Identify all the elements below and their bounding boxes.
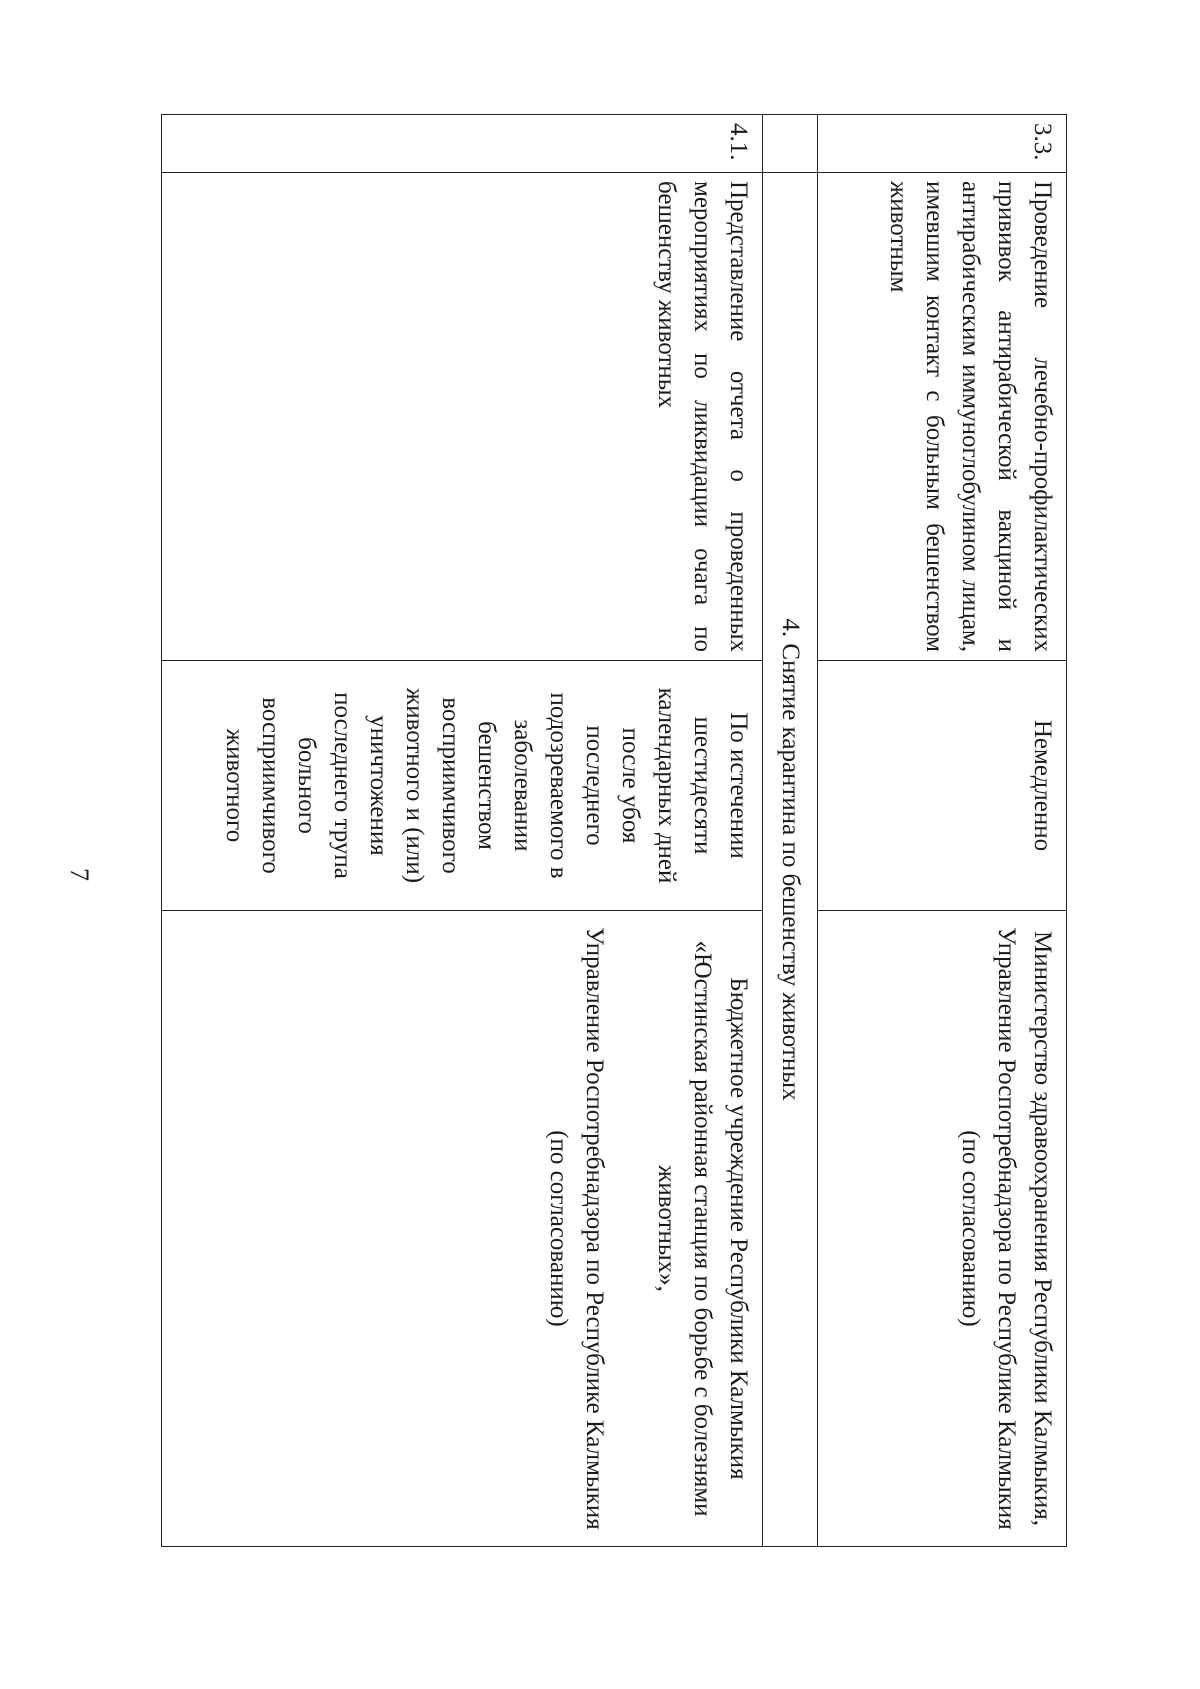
responsible-cell: Министерство здравоохранения Республики Калмыкия, Управление Роспотребнадзора по Республике Калмыкия (по согласованию) [818,911,1067,1547]
responsible-cell [162,911,763,1547]
rotated-table-container [167,114,1067,1546]
responsible-text-2: Управление Роспотребнадзора по Республике Калмыкия (по согласованию) [545,927,608,1530]
paragraph-gap [612,919,648,1538]
section-blank-cell [763,115,818,173]
activity-cell: Проведение лечебно-профилактических прививок антирабической вакциной и антирабическим иммуноглобулином лицам, имевшим контакт с больным бешенством животным [818,173,1067,661]
deadline-cell: По истечении шестидесяти календарных дней после убоя последнего подозреваемого в заболевании бешенством восприимчивого животного и (или) уничтожения последнего трупа больного восприимчивого животного [162,661,763,911]
section-row [763,115,818,1547]
row-number: 4.1. [162,115,763,173]
page-number: 7 [65,868,94,881]
responsible-text-1: Бюджетное учреждение Республики Калмыкия «Юстинская районная станция по борьбе с болезнями животных», [653,940,752,1517]
row-number: 3.3. [818,115,1067,173]
table-row [162,115,763,1547]
activities-table [161,114,1067,1547]
section-title: 4. Снятие карантина по бешенству животных [763,173,818,1547]
deadline-cell: Немедленно [818,661,1067,911]
activity-cell: Представление отчета о проведенных мероприятиях по ликвидации очага по бешенству животных [162,173,763,661]
table-row [818,115,1067,1547]
